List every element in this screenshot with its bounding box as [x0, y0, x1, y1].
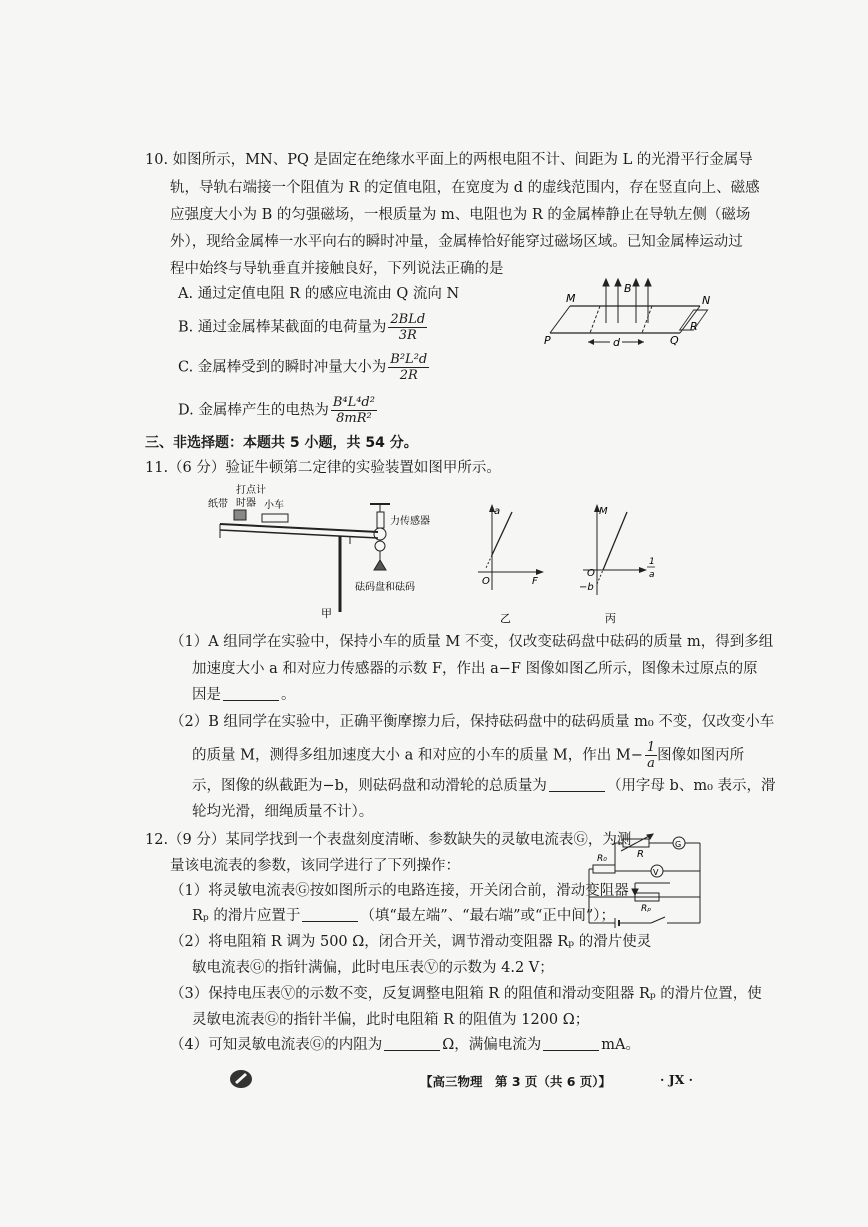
q11-label-timer-2: 时器: [236, 498, 256, 509]
q10-option-c: [178, 352, 429, 383]
q11-bing-axis-den: a: [649, 570, 655, 580]
q10-option-c-num: B²L²d: [390, 352, 428, 367]
q10-label-d: d: [613, 336, 620, 349]
q11-intro: 11.（6 分）验证牛顿第二定律的实验装置如图甲所示。: [145, 460, 501, 476]
q11-label-paper-tape: 纸带: [208, 499, 228, 510]
q11-figure-yi: [470, 500, 550, 625]
q10-line-4: 外），现给金属棒一水平向右的瞬时冲量，金属棒恰好能穿过磁场区域。已知金属棒运动过: [170, 234, 743, 250]
q10-option-c-fraction: [388, 352, 429, 383]
q11-p2-line-2b: 图像如图丙所: [657, 747, 745, 764]
q11-bing-axis-num: 1: [649, 557, 655, 567]
publisher-logo-icon: [228, 1068, 254, 1090]
q12-p1-line-2: [192, 906, 615, 926]
q11-label-weights: 砝码盘和砝码: [355, 582, 415, 593]
q11-yi-axis-F: F: [532, 576, 538, 587]
q12-label-Rp: Rₚ: [641, 904, 652, 914]
q11-figure-jia: [200, 482, 450, 622]
q11-figure-bing: [575, 500, 660, 625]
q10-option-c-text: C. 金属棒受到的瞬时冲量大小为: [178, 359, 387, 376]
q11-p2-fraction: [645, 740, 657, 771]
q10-line-5: 程中始终与导轨垂直并接触良好，下列说法正确的是: [170, 261, 504, 277]
q11-caption-yi: 乙: [500, 612, 511, 625]
q10-label-N: N: [702, 294, 711, 307]
q12-p2-line-2: 敏电流表Ⓖ的指针满偏，此时电压表Ⓥ的示数为 4.2 V；: [192, 960, 554, 976]
q10-option-d-den: 8mR²: [336, 411, 372, 426]
q12-circuit-figure: [585, 825, 710, 935]
q10-label-P: P: [544, 334, 551, 347]
q11-p2-line-3: [192, 776, 776, 796]
q11-label-cart: 小车: [264, 500, 284, 511]
q10-option-b-den: 3R: [398, 328, 417, 343]
q10-option-d-fraction: [331, 395, 377, 426]
q12-p4b: Ω，满偏电流为: [442, 1037, 542, 1053]
q11-p2-line-3b: （用字母 b、m₀ 表示，滑: [606, 778, 776, 794]
q12-p4-line: [170, 1035, 640, 1055]
q10-option-b: [178, 312, 427, 343]
q11-caption-bing: 丙: [605, 612, 616, 625]
q12-label-G: G: [675, 840, 682, 849]
q10-option-a: A. 通过定值电阻 R 的感应电流由 Q 流向 N: [178, 286, 460, 302]
q12-p2-line-1: （2）将电阻箱 R 调为 500 Ω，闭合开关，调节滑动变阻器 Rₚ 的滑片使灵: [170, 934, 652, 950]
q12-label-V: V: [653, 868, 659, 877]
q12-line-1: 12.（9 分）某同学找到一个表盘刻度清晰、参数缺失的灵敏电流表Ⓖ，为测: [145, 832, 632, 848]
q11-p1-line-1: （1）A 组同学在实验中，保持小车的质量 M 不变，仅改变砝码盘中砝码的质量 m，得到多组: [170, 634, 774, 650]
q11-p2-line-4: 轮均光滑，细绳质量不计）。: [192, 804, 374, 820]
q10-line-1: 10. 如图所示，MN、PQ 是固定在绝缘水平面上的两根电阻不计、间距为 L 的光滑平行金属导: [145, 152, 753, 168]
q10-label-M: M: [566, 292, 576, 305]
q11-p2-line-2: [192, 740, 744, 771]
q12-p3-line-2: 灵敏电流表Ⓖ的指针半偏，此时电阻箱 R 的阻值为 1200 Ω；: [192, 1012, 590, 1028]
q11-p1-line-3: [192, 685, 296, 705]
q11-p1-end: 。: [281, 687, 296, 703]
q11-bing-origin: O: [587, 568, 595, 579]
q12-p1-line-1: （1）将灵敏电流表Ⓖ按如图所示的电路连接，开关闭合前，滑动变阻器: [170, 883, 629, 899]
q11-p2-line-3a: 示，图像的纵截距为−b，则砝码盘和动滑轮的总质量为: [192, 778, 547, 794]
q10-line-2: 轨，导轨右端接一个阻值为 R 的定值电阻，在宽度为 d 的虚线范围内，存在竖直向上、磁感: [170, 180, 760, 196]
q10-option-b-fraction: [388, 312, 427, 343]
q11-label-timer-1: 打点计: [236, 485, 266, 496]
q10-label-B: B: [624, 282, 632, 295]
q10-line-3: 应强度大小为 B 的匀强磁场，一根质量为 m、电阻也为 R 的金属棒静止在导轨左侧（磁场: [170, 207, 751, 223]
q11-p2-frac-den: a: [647, 756, 655, 771]
q12-label-R0: R₀: [597, 854, 607, 864]
q12-label-R: R: [637, 849, 644, 860]
q10-rail-figure: [540, 278, 720, 378]
q11-yi-axis-a: a: [494, 506, 501, 517]
q11-p2-line-2a: 的质量 M，测得多组加速度大小 a 和对应的小车的质量 M，作出 M−: [192, 747, 643, 764]
q11-caption-jia: 甲: [321, 607, 332, 620]
q11-bing-neg-b: −b: [579, 582, 594, 593]
q10-label-R: R: [690, 320, 698, 333]
q12-line-2: 量该电流表的参数，该同学进行了下列操作：: [170, 858, 460, 874]
q11-p1-line-2: 加速度大小 a 和对应力传感器的示数 F，作出 a−F 图像如图乙所示，图像未过原点的原: [192, 661, 758, 677]
q11-p1-line-3-text: 因是: [192, 687, 221, 703]
q12-p1-answer-blank[interactable]: [302, 907, 358, 922]
q12-p3-line-1: （3）保持电压表Ⓥ的示数不变，反复调整电阻箱 R 的阻值和滑动变阻器 Rₚ 的滑片位置，使: [170, 986, 762, 1002]
footer-page-info: 【高三物理 第 3 页（共 6 页）】: [420, 1074, 612, 1089]
footer-code: · JX ·: [660, 1072, 694, 1087]
q12-p4-resistance-blank[interactable]: [384, 1036, 440, 1051]
q11-label-sensor: 力传感器: [390, 516, 430, 527]
q10-label-Q: Q: [670, 334, 679, 347]
q11-p1-answer-blank[interactable]: [223, 686, 279, 701]
q10-option-d-num: B⁴L⁴d²: [332, 395, 375, 410]
q11-yi-origin: O: [482, 576, 490, 587]
q11-p2-frac-num: 1: [646, 740, 656, 755]
q11-bing-axis-M: M: [599, 506, 608, 517]
q12-p4c: mA。: [601, 1037, 640, 1053]
q12-p1-line-2c: （填“最左端”、“最右端”或“正中间”）；: [360, 908, 616, 924]
q10-option-c-den: 2R: [399, 368, 418, 383]
q11-p2-line-1: （2）B 组同学在实验中，正确平衡摩擦力后，保持砝码盘中的砝码质量 m₀ 不变，仅改变小车: [170, 714, 775, 730]
q10-option-d-text: D. 金属棒产生的电热为: [178, 402, 329, 419]
q10-option-d: [178, 395, 377, 426]
q12-p4a: （4）可知灵敏电流表Ⓖ的内阻为: [170, 1037, 383, 1053]
q10-option-b-num: 2BLd: [390, 312, 426, 327]
q11-p2-answer-blank[interactable]: [549, 777, 605, 792]
q10-option-b-text: B. 通过金属棒某截面的电荷量为: [178, 319, 387, 336]
q12-p4-current-blank[interactable]: [543, 1036, 599, 1051]
section-3-heading: 三、非选择题：本题共 5 小题，共 54 分。: [145, 435, 418, 451]
q12-p1-line-2a: Rₚ 的滑片应置于: [192, 908, 301, 924]
